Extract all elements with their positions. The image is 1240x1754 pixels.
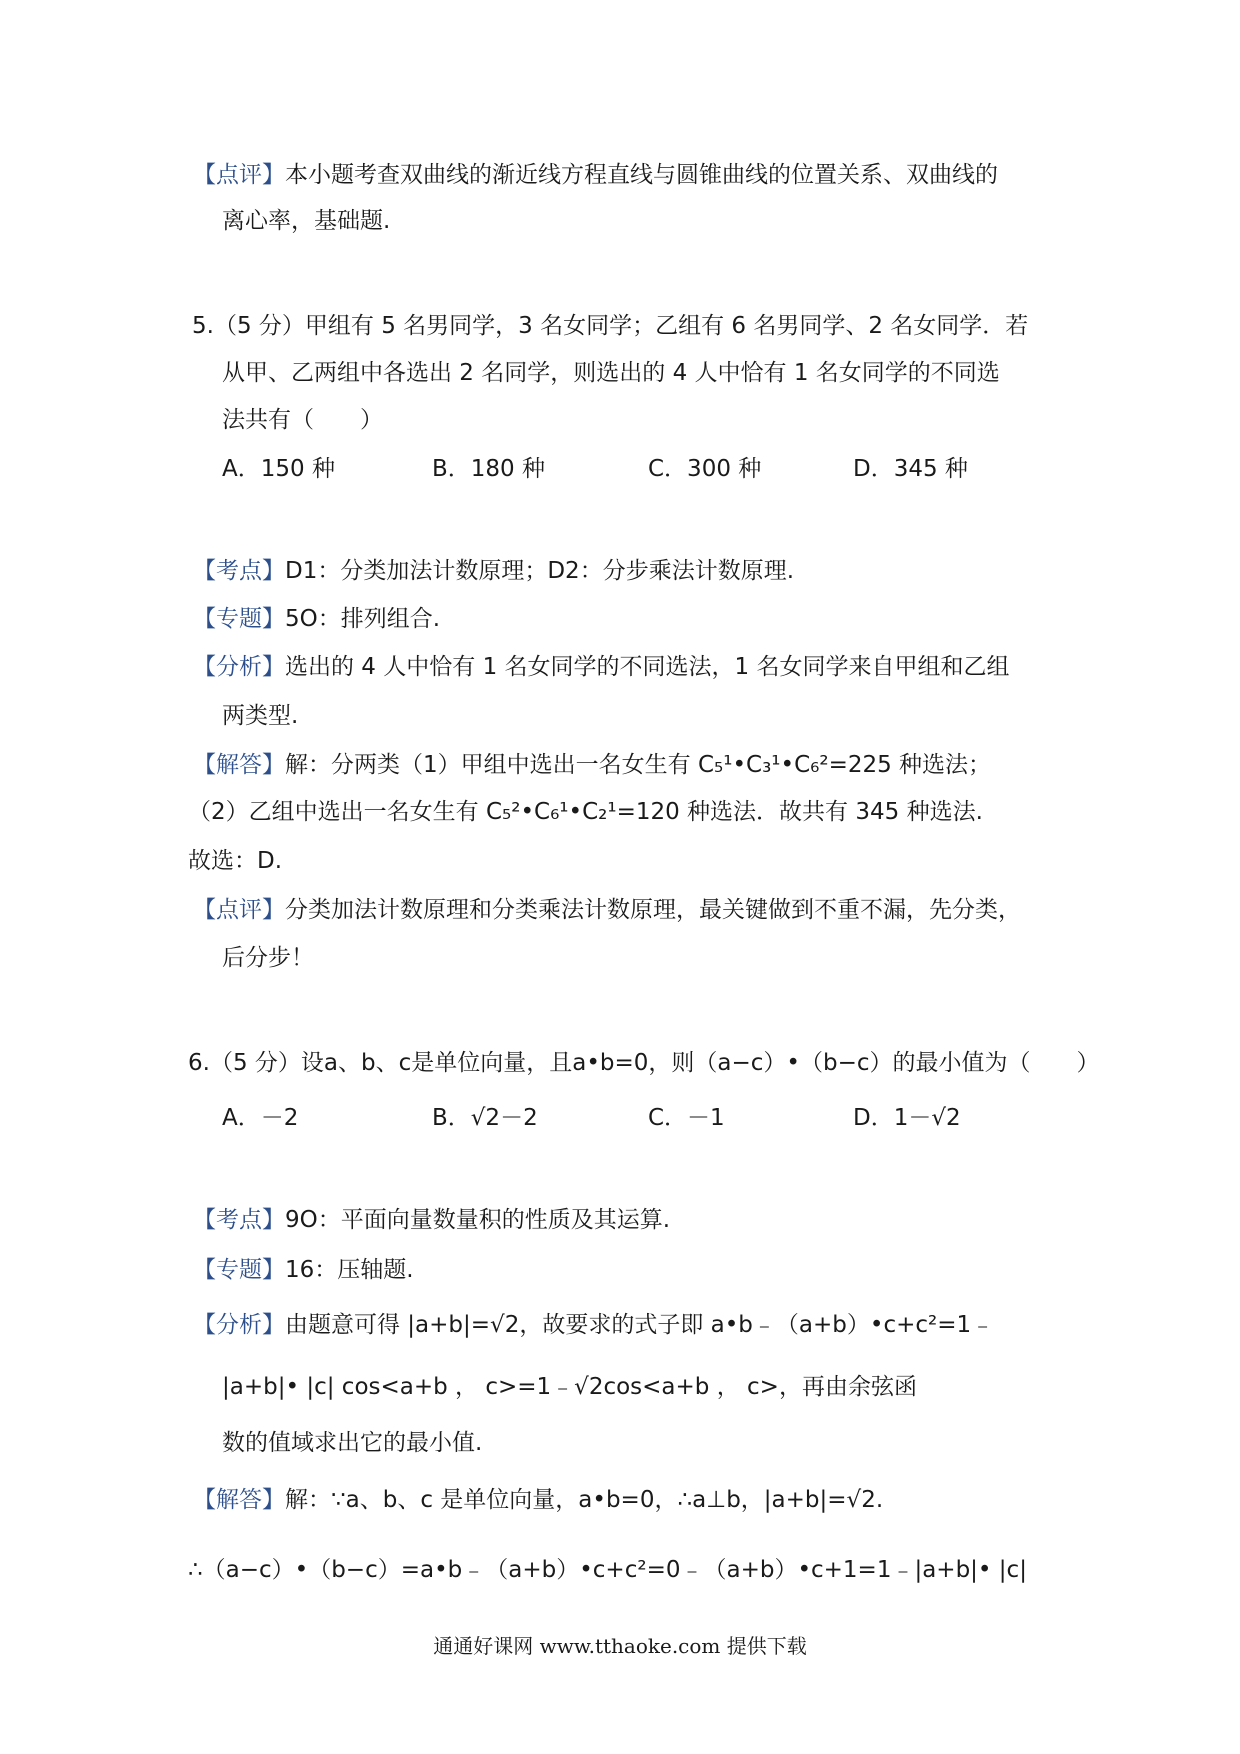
q5-stem-line-3: 法共有（ ） [222, 407, 383, 433]
q5-option-d: D．345 种 [853, 456, 968, 482]
q6-option-d: D．1－√2 [853, 1105, 961, 1131]
q5-option-a: A．150 种 [222, 456, 335, 482]
q5-comment-line-2: 后分步！ [222, 945, 314, 971]
q6-analysis-tag: 【分析】 [193, 1312, 285, 1338]
q6-stem: 6.（5 分）设a、b、c是单位向量，且a•b=0，则（a−c）•（b−c）的最小值为（ ） [188, 1050, 1100, 1076]
q6-analysis-text-1: 由题意可得 |a+b|=√2，故要求的式子即 a•b﹣（a+b）•c+c²=1﹣ [285, 1312, 995, 1338]
comment-text: 本小题考查双曲线的渐近线方程直线与圆锥曲线的位置关系、双曲线的 [285, 162, 998, 188]
q5-analysis-text: 选出的 4 人中恰有 1 名女同学的不同选法，1 名女同学来自甲组和乙组 [285, 654, 1010, 680]
q6-knowledge-text: 9O：平面向量数量积的性质及其运算. [285, 1207, 671, 1233]
q6-solution-line-2: ∴（a−c）•（b−c）=a•b﹣（a+b）•c+c²=0﹣（a+b）•c+1=1﹣|a+b|• |c| [188, 1557, 1027, 1583]
q5-option-c: C．300 种 [648, 456, 762, 482]
q5-solution-tag: 【解答】 [193, 752, 285, 778]
q6-analysis-line-3: 数的值域求出它的最小值. [222, 1430, 483, 1456]
q6-analysis-line-1 [193, 1310, 994, 1340]
q5-topic [193, 604, 440, 634]
q6-analysis-line-2: |a+b|• |c| cos<a+b ， c>=1﹣√2cos<a+b ， c>，再由余弦函 [222, 1374, 917, 1400]
q5-knowledge-tag: 【考点】 [193, 558, 285, 584]
q5-stem-line-1: 5.（5 分）甲组有 5 名男同学，3 名女同学；乙组有 6 名男同学、2 名女同学．若 [192, 313, 1029, 339]
q5-topic-tag: 【专题】 [193, 606, 285, 632]
q6-topic-tag: 【专题】 [193, 1257, 285, 1283]
q5-solution-line-2: （2）乙组中选出一名女生有 C₅²•C₆¹•C₂¹=120 种选法．故共有 345 种选法. [188, 799, 983, 825]
q5-comment-text: 分类加法计数原理和分类乘法计数原理，最关键做到不重不漏，先分类， [285, 897, 1021, 923]
q5-solution-line-1 [193, 750, 991, 780]
q6-topic-text: 16：压轴题. [285, 1257, 414, 1283]
q6-option-c: C．－1 [648, 1105, 725, 1131]
q5-analysis-line-2: 两类型. [222, 703, 299, 729]
q5-analysis-line-1 [193, 652, 1009, 682]
footer-watermark: 通通好课网 www.tthaoke.com 提供下载 [433, 1634, 807, 1658]
q6-solution-text-1: 解：∵a、b、c 是单位向量，a•b=0，∴a⊥b，|a+b|=√2. [285, 1487, 884, 1513]
q6-option-b: B．√2－2 [432, 1105, 538, 1131]
q6-solution-tag: 【解答】 [193, 1487, 285, 1513]
q5-stem-line-2: 从甲、乙两组中各选出 2 名同学，则选出的 4 人中恰有 1 名女同学的不同选 [222, 360, 1000, 386]
q5-knowledge-text: D1：分类加法计数原理；D2：分步乘法计数原理. [285, 558, 794, 584]
comment-tag: 【点评】 [193, 162, 285, 188]
q6-knowledge-tag: 【考点】 [193, 1207, 285, 1233]
q6-option-a: A．－2 [222, 1105, 299, 1131]
q5-comment-tag: 【点评】 [193, 897, 285, 923]
q5-analysis-tag: 【分析】 [193, 654, 285, 680]
comment-line-2: 离心率，基础题. [222, 208, 391, 234]
q6-knowledge-point [193, 1205, 670, 1235]
q6-topic [193, 1255, 414, 1285]
q5-answer: 故选：D. [188, 848, 283, 874]
comment-line-1 [193, 160, 998, 190]
q5-topic-text: 5O：排列组合. [285, 606, 441, 632]
q5-option-b: B．180 种 [432, 456, 545, 482]
q5-knowledge-point [193, 556, 794, 586]
q5-solution-text-1: 解：分两类（1）甲组中选出一名女生有 C₅¹•C₃¹•C₆²=225 种选法； [285, 752, 992, 778]
q6-solution-line-1 [193, 1485, 883, 1515]
q5-comment-line-1 [193, 895, 1021, 925]
